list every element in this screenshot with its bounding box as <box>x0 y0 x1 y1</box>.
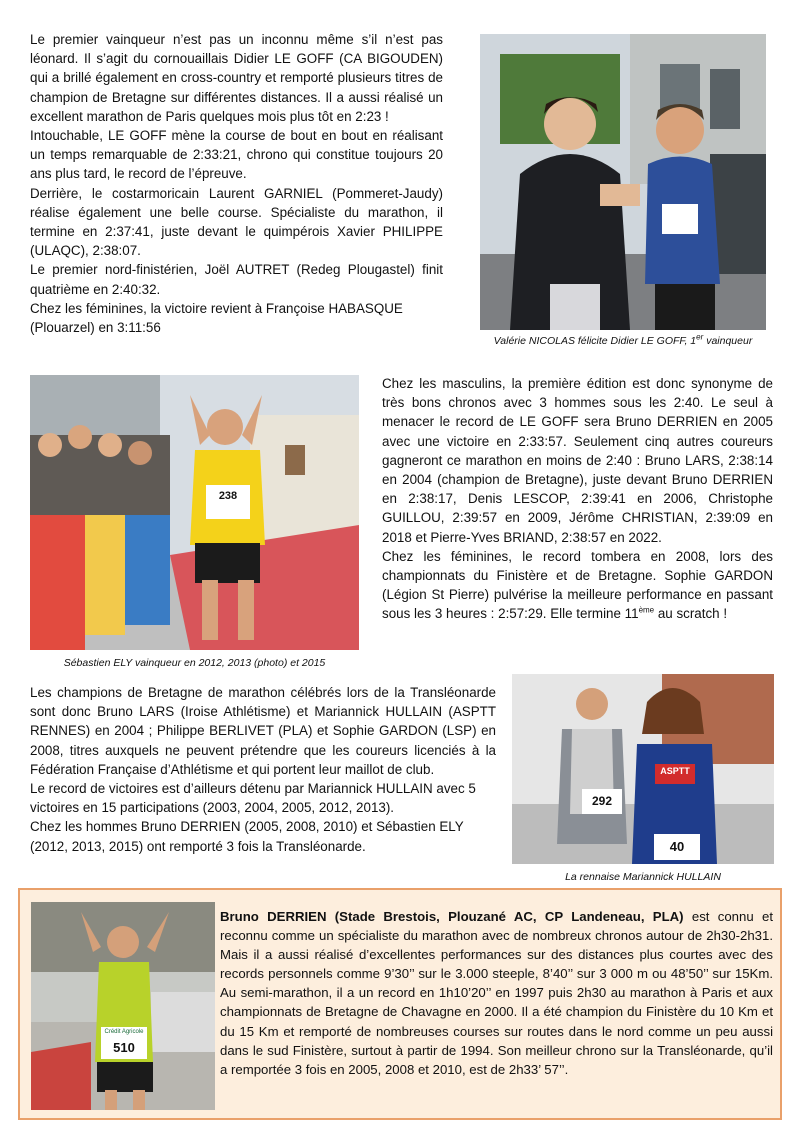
photo-caption: La rennaise Mariannick HULLAIN <box>565 871 721 883</box>
paragraph: Chez les masculins, la première édition est donc synonyme de très bons chronos avec 3 hommes sous les 2:40. Le seul à menacer le record de LE GOFF sera Bruno DERRIEN en 2005 avec une victoire en 2:33:57. Seulement cinq autres coureurs gagneront ce marathon en moins de 2:40 : Bruno LARS, 2:38:14 en 2004 (champion de Bretagne), juste devant Bruno DERRIEN en 2:38:17, Denis LESCOP, 2:39:41 en 2006, Christophe GUILLOU, 2:39:57 en 2009, Jérôme CHRISTIAN, 2:39:09 en 2018 et Pierre-Yves BRIAND, 2:38:57 en 2022. <box>382 376 773 545</box>
bib-number: 40 <box>669 839 685 854</box>
club-label: ASPTT <box>660 766 690 776</box>
paragraph: Derrière, le costarmoricain Laurent GARNIEL (Pommeret-Jaudy) réalise également une belle course. Spécialiste du marathon, il termine en 2:37:41, juste devant le quimpérois Xavier PHILIPPE (ULAQC), 2:38:07. <box>30 185 443 259</box>
paragraph: Le premier nord-finistérien, Joël AUTRET (Redeg Plougastel) finit quatrième en 2:40:32. <box>30 262 443 297</box>
paragraph: Le premier vainqueur n’est pas un inconnu même s’il n’est pas léonard. Il s’agit du cornouaillais Didier LE GOFF (CA BIGOUDEN) qui a brillé également en cross-country et remporté plusieurs titres de champion de Bretagne sur différentes distances. Il a aussi réalisé un excellent marathon de Paris quelques mois plus tôt en 2:23 ! <box>30 32 443 124</box>
section2-text <box>382 374 773 624</box>
section1-text <box>30 30 443 337</box>
bold-intro: Bruno DERRIEN (Stade Brestois, Plouzané AC, CP Landeneau, PLA) <box>220 909 684 924</box>
section4-text <box>220 907 773 1079</box>
paragraph: Chez les féminines, la victoire revient à Françoise HABASQUE (Plouarzel) en 3:11:56 <box>30 300 403 336</box>
bib-number: 292 <box>591 794 613 808</box>
section3-text <box>30 683 496 856</box>
bib-brand: Crédit Agricole <box>104 1029 144 1035</box>
paragraph: Chez les hommes Bruno DERRIEN (2005, 2008, 2010) et Sébastien ELY (2012, 2013, 2015) ont remporté 3 fois la Transléonarde. <box>30 819 464 854</box>
paragraph: Intouchable, LE GOFF mène la course de bout en bout en réalisant un temps remarquable de 2:33:21, chrono qui constitue toujours 20 ans plus tard, le record de l’épreuve. <box>30 128 443 182</box>
photo-mariannick-hullain <box>512 674 774 864</box>
photo-bruno-derrien <box>31 902 215 1110</box>
photo-caption: Sébastien ELY vainqueur en 2012, 2013 (photo) et 2015 <box>63 657 326 669</box>
bib-number: 510 <box>113 1040 135 1055</box>
photo-caption: Valérie NICOLAS félicite Didier LE GOFF, 1er vainqueur <box>493 332 753 347</box>
bruno-derrien-box <box>18 888 782 1120</box>
paragraph: Les champions de Bretagne de marathon célébrés lors de la Transléonarde sont donc Bruno LARS (Iroise Athlétisme) et Mariannick HULLAIN (ASPTT RENNES) en 2004 ; Philippe BERLIVET (PLA) et Sophie GARDON (LSP) en 2008, titres auxquels ne peuvent prétendre que les coureurs licenciés à la Fédération Française d’Athlétisme et qui portent leur maillot de club. <box>30 685 496 777</box>
paragraph: Bruno DERRIEN (Stade Brestois, Plouzané AC, CP Landeneau, PLA) est connu et reconnu comme un spécialiste du marathon avec de nombreux chronos autour de 2h30-2h31. Mais il a aussi réalisé d’excellentes performances sur des distances plus courtes avec des records personnels comme 9’30’’ sur le 3.000 steeple, 8’40’’ sur 3 000 m ou 48’50’’ sur 15Km. Au semi-marathon, il a un record en 1h10’20’’ en 1997 puis 2h30 au marathon à Paris et aux championnats de Bretagne de Chavagne en 2000. Il a été champion du Finistère du 10 Km et du 15 Km et remporté de nombreuses courses sur routes dans le nord comme un peu aussi dans le sud Finistère, surtout à partir de 1994. Son meilleur chrono sur la Transléonarde, qu’il a remportée 3 fois en 2005, 2008 et 2010, est de 2h33’ 57’’. <box>220 909 773 1077</box>
photo-sebastien-ely <box>30 375 359 650</box>
paragraph: Le record de victoires est d’ailleurs détenu par Mariannick HULLAIN avec 5 victoires en 15 participations (2003, 2004, 2005, 2012, 2013). <box>30 781 476 816</box>
paragraph: Chez les féminines, le record tombera en 2008, lors des championnats du Finistère et de Bretagne. Sophie GARDON (Légion St Pierre) pulvérise la meilleure performance en passant sous les 3 heures : 2:57:29. Elle termine 11ème au scratch ! <box>382 548 773 622</box>
photo-nicolas-legoff <box>480 34 766 330</box>
bib-number: 238 <box>218 490 238 502</box>
